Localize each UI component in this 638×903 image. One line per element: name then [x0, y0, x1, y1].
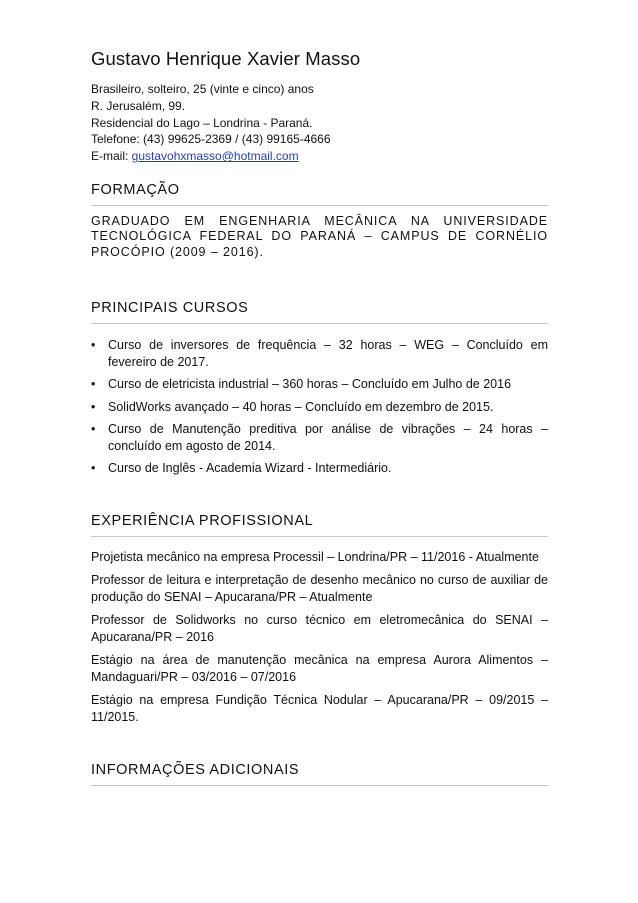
experience-item: Professor de leitura e interpretação de desenho mecânico no curso de auxiliar de produção do SENAI – Apucarana/PR – Atualmente [91, 573, 548, 604]
resume-content [91, 48, 548, 786]
list-item [91, 421, 548, 454]
course-text: Curso de inversores de frequência – 32 horas – WEG – Concluído em fevereiro de 2017. [108, 338, 548, 369]
info-phone-line: Telefone: (43) 99625-2369 / (43) 99165-4666 [91, 132, 331, 147]
section-divider [91, 323, 548, 324]
bullet-icon: • [91, 377, 96, 392]
bullet-icon: • [91, 399, 96, 414]
list-item [91, 460, 548, 477]
list-item [91, 376, 548, 393]
email-label: E-mail: [91, 149, 132, 164]
experience-item: Estágio na área de manutenção mecânica na empresa Aurora Alimentos – Mandaguari/PR – 03/2016 – 07/2016 [91, 653, 548, 684]
personal-info [91, 81, 548, 165]
info-email-line [91, 148, 548, 165]
section-title-formacao: FORMAÇÃO [91, 181, 180, 198]
course-text: Curso de Manutenção preditiva por análise de vibrações – 24 horas – concluído em agosto de 2014. [108, 422, 548, 453]
info-street-line: R. Jerusalém, 99. [91, 98, 186, 113]
candidate-name: Gustavo Henrique Xavier Masso [91, 48, 361, 69]
courses-list [91, 337, 548, 477]
bullet-icon: • [91, 461, 96, 476]
email-link[interactable]: gustavohxmasso@hotmail.com [131, 149, 299, 164]
section-title-experiencia: EXPERIÊNCIA PROFISSIONAL [91, 512, 314, 529]
formacao-text: GRADUADO EM ENGENHARIA MECÂNICA NA UNIVERSIDADE TECNOLÓGICA FEDERAL DO PARANÁ – CAMPUS DE CORNÉLIO PROCÓPIO (2009 – 2016). [91, 213, 548, 259]
experience-item: Professor de Solidworks no curso técnico em eletromecânica do SENAI – Apucarana/PR – 2016 [91, 613, 548, 644]
info-city-line: Residencial do Lago – Londrina - Paraná. [91, 115, 313, 130]
course-text: SolidWorks avançado – 40 horas – Concluído em dezembro de 2015. [108, 399, 494, 414]
list-item [91, 337, 548, 370]
course-text: Curso de eletricista industrial – 360 horas – Concluído em Julho de 2016 [108, 377, 512, 392]
course-text: Curso de Inglês - Academia Wizard - Intermediário. [108, 461, 392, 476]
list-item [91, 399, 548, 416]
bullet-icon: • [91, 422, 96, 437]
experience-item: Estágio na empresa Fundição Técnica Nodular – Apucarana/PR – 09/2015 – 11/2015. [91, 693, 548, 724]
section-divider [91, 785, 548, 786]
bullet-icon: • [91, 338, 96, 353]
experience-item: Projetista mecânico na empresa Processil – Londrina/PR – 11/2016 - Atualmente [91, 549, 539, 564]
section-title-cursos: PRINCIPAIS CURSOS [91, 300, 249, 317]
info-nationality-line: Brasileiro, solteiro, 25 (vinte e cinco) anos [91, 82, 314, 96]
section-title-adicionais: INFORMAÇÕES ADICIONAIS [91, 762, 300, 779]
section-divider [91, 205, 548, 206]
